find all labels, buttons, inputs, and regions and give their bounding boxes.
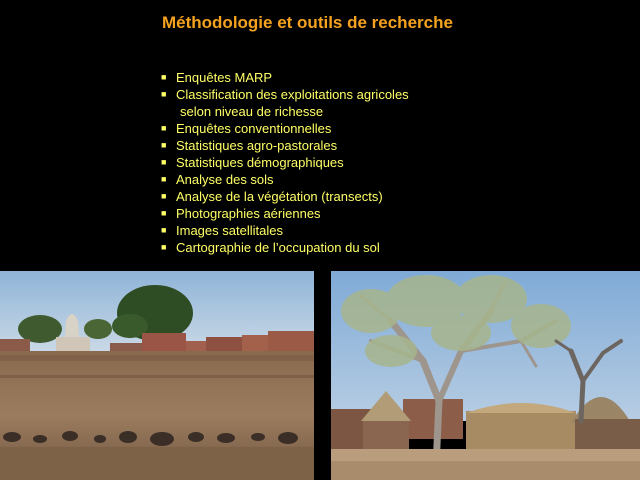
bullet-marker-icon: ■ bbox=[161, 72, 167, 82]
bullet-text: Statistiques démographiques bbox=[176, 155, 344, 170]
bullet-item bbox=[160, 120, 409, 137]
bullet-item bbox=[160, 239, 409, 256]
bullet-marker-icon: ■ bbox=[161, 157, 167, 167]
bullet-text: Photographies aériennes bbox=[176, 206, 321, 221]
bullet-marker-icon: ■ bbox=[161, 225, 167, 235]
bullet-text: Statistiques agro-pastorales bbox=[176, 138, 338, 153]
bullet-continuation bbox=[160, 103, 409, 120]
bullet-marker-icon: ■ bbox=[161, 89, 167, 99]
bullet-text: selon niveau de richesse bbox=[180, 104, 324, 119]
bullet-item bbox=[160, 188, 409, 205]
bullet-marker-icon: ■ bbox=[161, 123, 167, 133]
bullet-text: Analyse de la végétation (transects) bbox=[176, 189, 383, 204]
bullet-marker-icon: ■ bbox=[161, 191, 167, 201]
bullet-text: Enquêtes MARP bbox=[176, 70, 273, 85]
bullet-list bbox=[160, 69, 409, 256]
bullet-item bbox=[160, 137, 409, 154]
bullet-text: Analyse des sols bbox=[176, 172, 274, 187]
tree-and-huts-photo bbox=[331, 271, 640, 480]
bullet-marker-icon: ■ bbox=[161, 208, 167, 218]
bullet-item bbox=[160, 171, 409, 188]
bullet-item bbox=[160, 205, 409, 222]
bullet-marker-icon: ■ bbox=[161, 242, 167, 252]
bullet-text: Classification des exploitations agricoles bbox=[176, 87, 409, 102]
bullet-item bbox=[160, 69, 409, 86]
bullet-item bbox=[160, 86, 409, 103]
bullet-text: Images satellitales bbox=[176, 223, 283, 238]
bullet-text: Cartographie de l’occupation du sol bbox=[176, 240, 380, 255]
bullet-marker-icon: ■ bbox=[161, 140, 167, 150]
village-landscape-photo bbox=[0, 271, 314, 480]
bullet-item bbox=[160, 154, 409, 171]
slide-title: Méthodologie et outils de recherche bbox=[162, 13, 453, 32]
bullet-text: Enquêtes conventionnelles bbox=[176, 121, 332, 136]
bullet-item bbox=[160, 222, 409, 239]
bullet-marker-icon: ■ bbox=[161, 174, 167, 184]
